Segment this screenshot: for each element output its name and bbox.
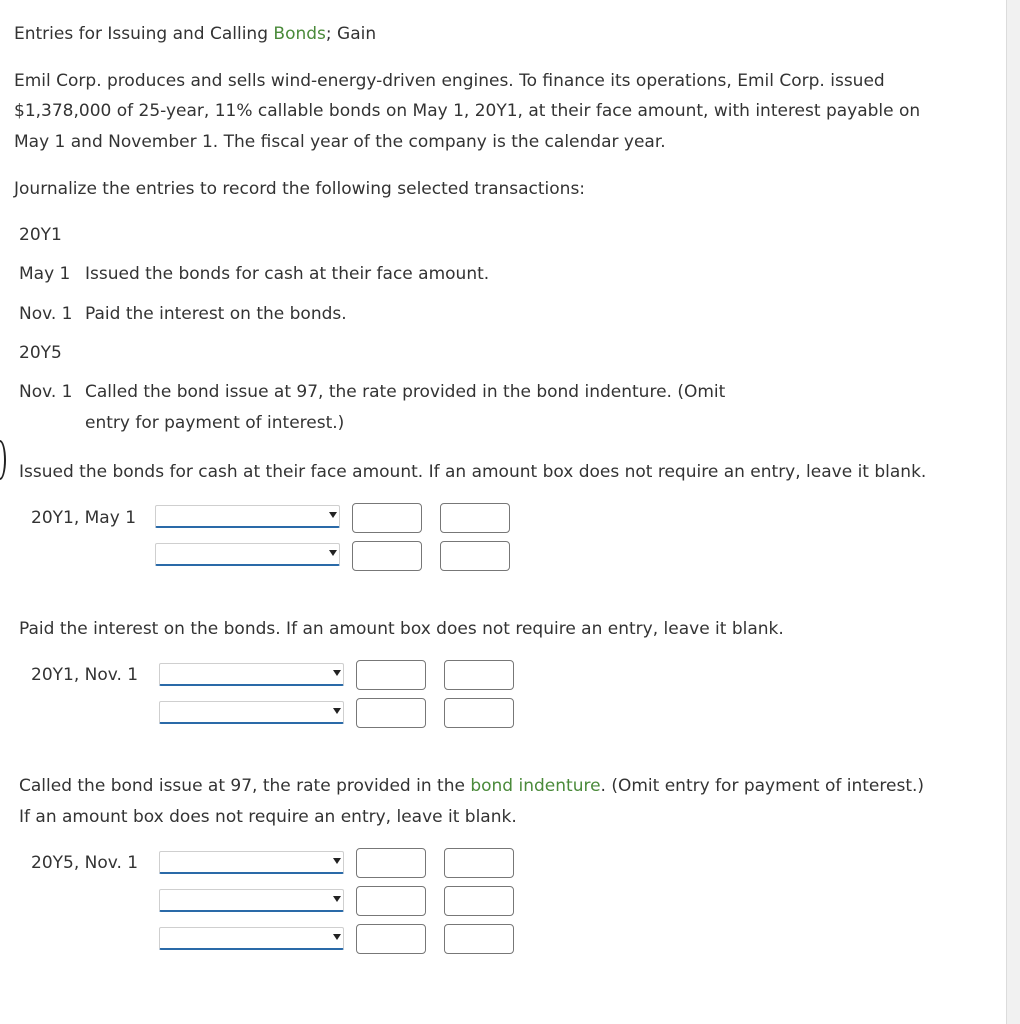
debit-input[interactable] [352, 503, 422, 533]
intro-line-3: May 1 and November 1. The fiscal year of the company is the calendar year. [14, 132, 666, 152]
section-2-prompt: Paid the interest on the bonds. If an amount box does not require an entry, leave it blank. [19, 619, 784, 639]
credit-input[interactable] [440, 541, 510, 571]
debit-input[interactable] [356, 698, 426, 728]
account-select[interactable] [159, 851, 344, 874]
title-pre: Entries for Issuing and Calling [14, 24, 274, 44]
debit-input[interactable] [356, 924, 426, 954]
credit-input[interactable] [444, 886, 514, 916]
section-3-date: 20Y5, Nov. 1 [31, 853, 139, 873]
debit-input[interactable] [356, 848, 426, 878]
prompt-post: . (Omit entry for payment of interest.) [600, 776, 925, 796]
debit-input[interactable] [352, 541, 422, 571]
dropdown-arrow-icon [333, 670, 341, 676]
dropdown-arrow-icon [333, 858, 341, 864]
dropdown-arrow-icon [333, 708, 341, 714]
dropdown-arrow-icon [333, 934, 341, 940]
intro-line-1: Emil Corp. produces and sells wind-energy-driven engines. To finance its operations, Emil Corp. issued [14, 71, 885, 91]
section-1-date: 20Y1, May 1 [31, 508, 137, 528]
credit-input[interactable] [444, 660, 514, 690]
account-select[interactable] [159, 927, 344, 950]
debit-input[interactable] [356, 886, 426, 916]
account-select[interactable] [155, 543, 340, 566]
dropdown-arrow-icon [329, 512, 337, 518]
year-label-1: 20Y1 [19, 225, 62, 245]
transaction-desc: Called the bond issue at 97, the rate provided in the bond indenture. (Omit [85, 382, 726, 402]
credit-input[interactable] [444, 698, 514, 728]
edge-bracket [0, 440, 6, 480]
credit-input[interactable] [444, 924, 514, 954]
transaction-desc-cont: entry for payment of interest.) [85, 413, 345, 433]
account-select[interactable] [159, 663, 344, 686]
transaction-desc: Issued the bonds for cash at their face amount. [85, 264, 490, 284]
prompt-pre: Called the bond issue at 97, the rate provided in the [19, 776, 471, 796]
intro-line-2: $1,378,000 of 25-year, 11% callable bonds on May 1, 20Y1, at their face amount, with interest payable on [14, 101, 921, 121]
section-3-prompt [19, 775, 924, 797]
instruction: Journalize the entries to record the following selected transactions: [14, 179, 586, 199]
account-select[interactable] [159, 701, 344, 724]
scrollbar-track[interactable] [1006, 0, 1020, 1024]
title-post: ; Gain [325, 24, 377, 44]
transaction-desc: Paid the interest on the bonds. [85, 304, 347, 324]
transaction-date: May 1 [19, 264, 71, 284]
dropdown-arrow-icon [333, 896, 341, 902]
section-2-date: 20Y1, Nov. 1 [31, 665, 139, 685]
section-1-prompt: Issued the bonds for cash at their face amount. If an amount box does not require an entry, leave it blank. [19, 462, 927, 482]
bond-indenture-link[interactable]: bond indenture [470, 776, 601, 796]
debit-input[interactable] [356, 660, 426, 690]
transaction-date: Nov. 1 [19, 382, 73, 402]
credit-input[interactable] [444, 848, 514, 878]
year-label-2: 20Y5 [19, 343, 62, 363]
account-select[interactable] [155, 505, 340, 528]
section-3-prompt-line-2: If an amount box does not require an entry, leave it blank. [19, 807, 517, 827]
transaction-date: Nov. 1 [19, 304, 73, 324]
page-title [14, 23, 376, 45]
account-select[interactable] [159, 889, 344, 912]
credit-input[interactable] [440, 503, 510, 533]
dropdown-arrow-icon [329, 550, 337, 556]
bonds-link[interactable]: Bonds [273, 24, 326, 44]
